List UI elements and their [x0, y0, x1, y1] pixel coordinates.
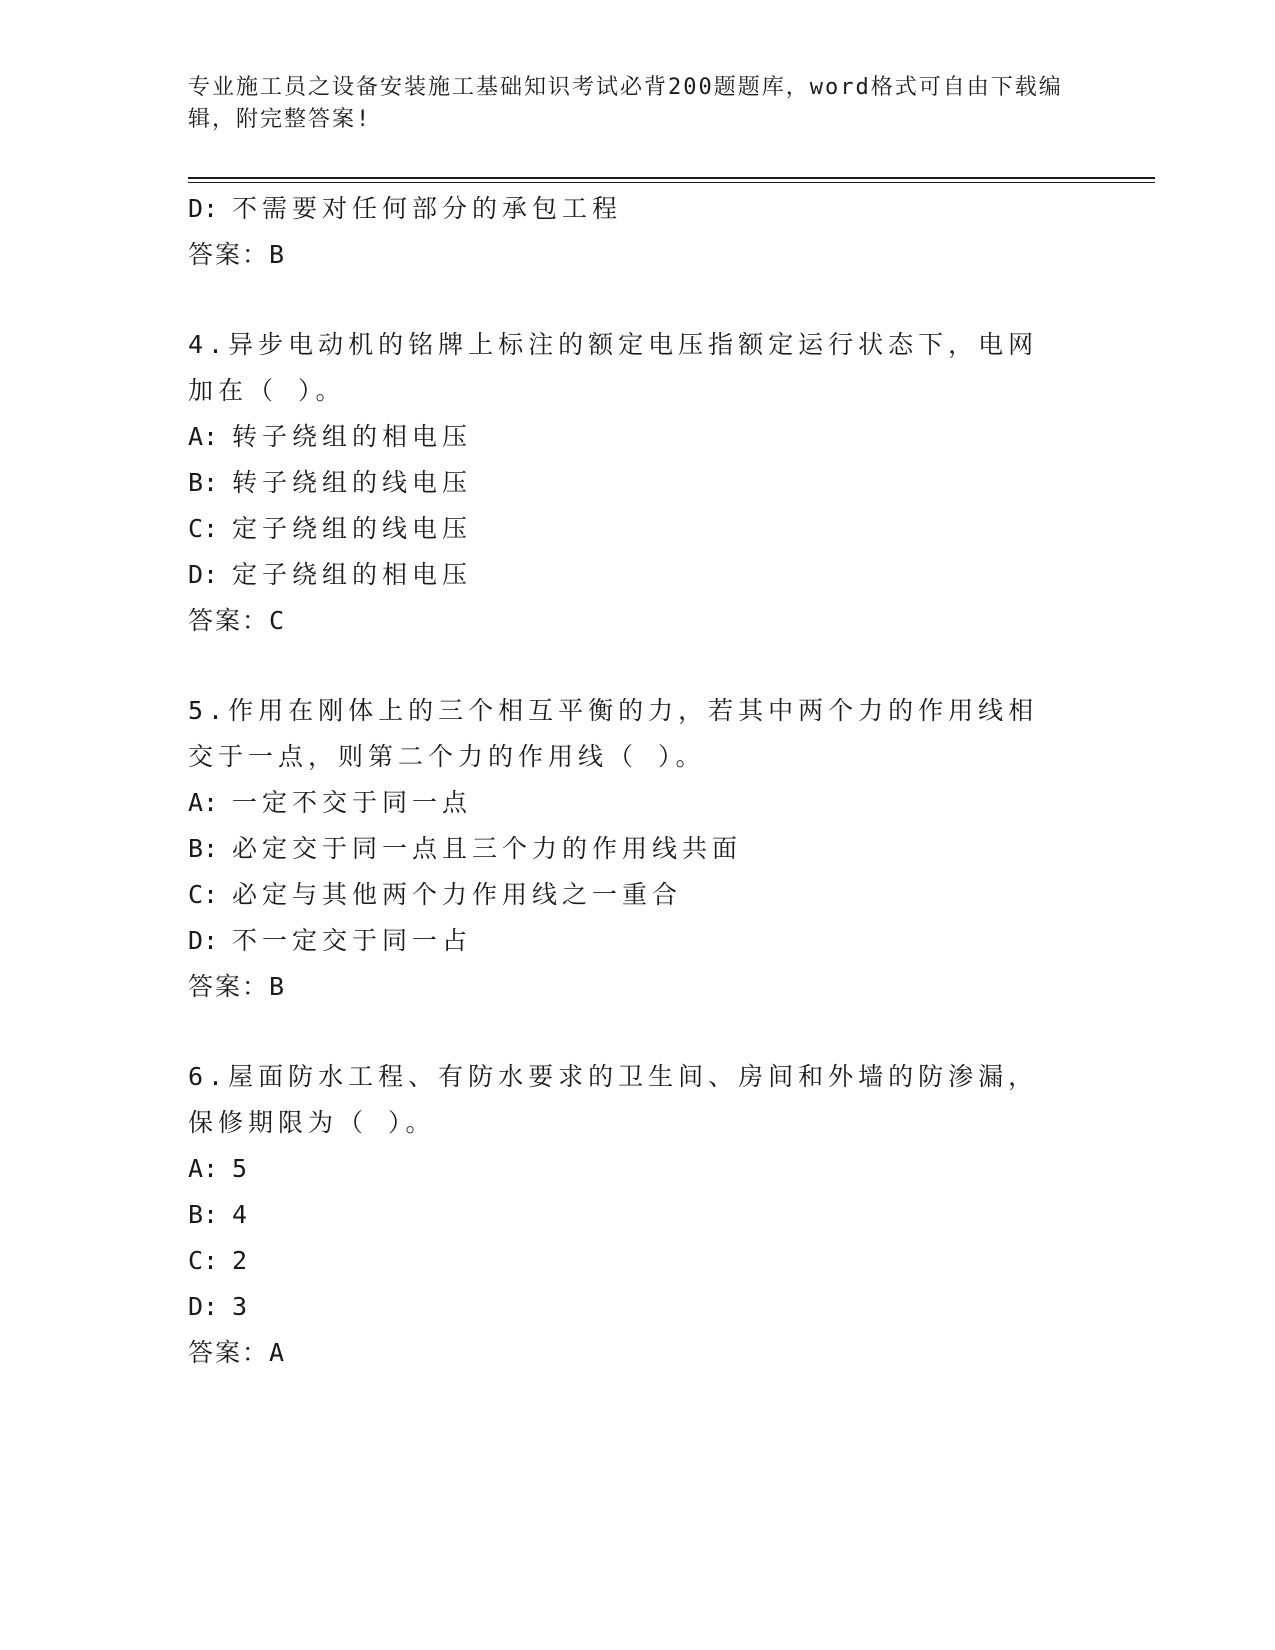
option-d [188, 918, 1068, 964]
option-d [188, 1284, 1068, 1330]
option-a [188, 780, 1068, 826]
option-c [188, 872, 1068, 918]
option-text: 3 [232, 1292, 253, 1321]
option-b [188, 826, 1068, 872]
option-letter: D: [188, 560, 219, 589]
carryover-block [188, 186, 1068, 278]
option-text: 转子绕组的相电压 [232, 422, 473, 451]
option-letter: C: [188, 1246, 219, 1275]
option-d [188, 552, 1068, 598]
question-list [188, 186, 1068, 1376]
question-5 [188, 688, 1068, 1010]
option-c [188, 506, 1068, 552]
question-6 [188, 1054, 1068, 1376]
option-d [188, 186, 1068, 232]
option-text: 4 [232, 1200, 253, 1229]
option-letter: B: [188, 1200, 219, 1229]
option-text: 2 [232, 1246, 253, 1275]
header-divider-thin [188, 182, 1155, 183]
option-text: 一定不交于同一点 [232, 788, 473, 817]
option-letter: A: [188, 788, 219, 817]
option-text: 不需要对任何部分的承包工程 [232, 194, 623, 223]
option-text: 必定交于同一点且三个力的作用线共面 [232, 834, 743, 863]
option-a [188, 1146, 1068, 1192]
answer-line: 答案：B [188, 972, 287, 1001]
option-b [188, 1192, 1068, 1238]
option-letter: D: [188, 1292, 219, 1321]
question-stem: 4.异步电动机的铭牌上标注的额定电压指额定运行状态下，电网加在（ ）。 [188, 330, 1039, 405]
option-text: 转子绕组的线电压 [232, 468, 473, 497]
document-header: 专业施工员之设备安装施工基础知识考试必背200题题库，word格式可自由下载编辑，附完整答案! [188, 75, 1063, 132]
option-letter: D: [188, 194, 219, 223]
option-text: 定子绕组的线电压 [232, 514, 473, 543]
option-letter: C: [188, 514, 219, 543]
option-text: 不一定交于同一占 [232, 926, 473, 955]
option-b [188, 460, 1068, 506]
answer-line: 答案：C [188, 606, 287, 635]
option-letter: A: [188, 422, 219, 451]
answer-line: 答案：B [188, 240, 287, 269]
option-letter: B: [188, 834, 219, 863]
option-text: 5 [232, 1154, 253, 1183]
answer-line: 答案：A [188, 1338, 287, 1367]
option-letter: D: [188, 926, 219, 955]
option-letter: B: [188, 468, 219, 497]
question-stem: 5.作用在刚体上的三个相互平衡的力，若其中两个力的作用线相交于一点，则第二个力的作用线（ ）。 [188, 696, 1039, 771]
question-4 [188, 322, 1068, 644]
option-letter: A: [188, 1154, 219, 1183]
option-text: 定子绕组的相电压 [232, 560, 473, 589]
question-stem: 6.屋面防水工程、有防水要求的卫生间、房间和外墙的防渗漏，保修期限为（ ）。 [188, 1062, 1039, 1137]
option-text: 必定与其他两个力作用线之一重合 [232, 880, 683, 909]
option-a [188, 414, 1068, 460]
header-divider-thick [188, 177, 1155, 179]
option-c [188, 1238, 1068, 1284]
option-letter: C: [188, 880, 219, 909]
